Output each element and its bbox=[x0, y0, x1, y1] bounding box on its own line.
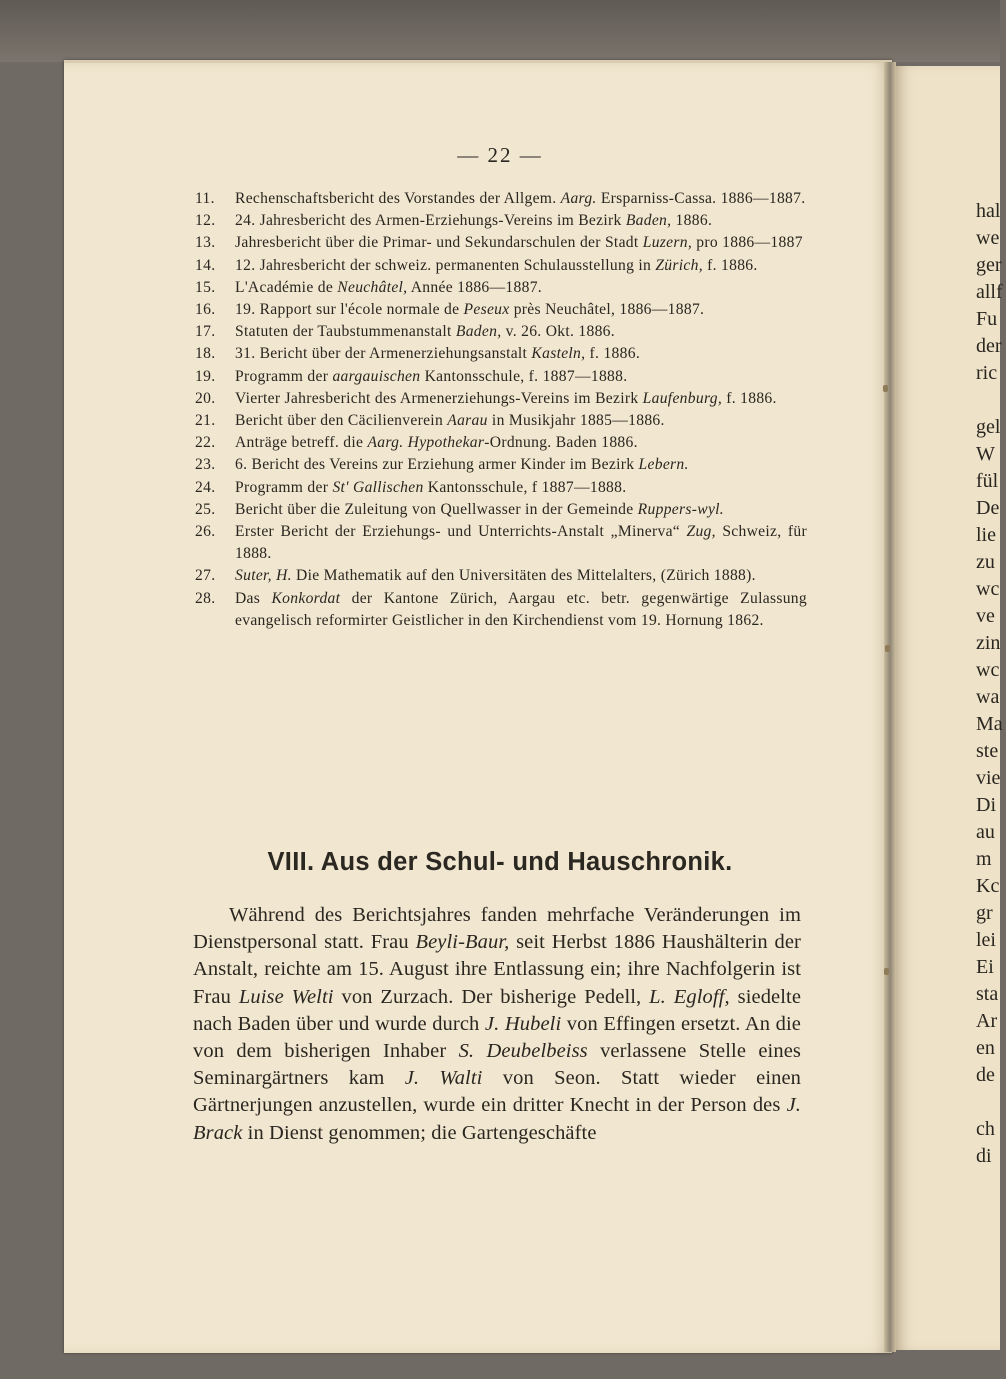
text-run: f. 1886. bbox=[722, 389, 777, 407]
text-run: Bericht über den Cäcilienverein bbox=[235, 412, 448, 430]
list-item bbox=[195, 565, 807, 587]
entry-number: 18. bbox=[195, 345, 216, 363]
italic-text: L. Egloff, bbox=[649, 985, 730, 1008]
italic-text: J. Hubeli bbox=[484, 1012, 562, 1035]
italic-text: Luzern, bbox=[642, 234, 693, 252]
text-run: Während des Berichtsjahres fanden mehrfache Veränderungen im Dienstpersonal statt. Frau bbox=[193, 904, 801, 954]
facing-page-fragment: zu bbox=[976, 551, 995, 573]
text-run: verlassene Stelle eines Seminargärtners kam bbox=[193, 1040, 801, 1090]
facing-page-fragment: en bbox=[976, 1037, 995, 1059]
facing-page-fragment: we bbox=[976, 227, 1000, 249]
italic-text: J. Walti bbox=[404, 1067, 483, 1090]
italic-text: Laufenburg, bbox=[642, 389, 723, 407]
entry-number: 12. bbox=[195, 212, 216, 230]
text-run: Vierter Jahresbericht des Armenerziehungs-Vereins im Bezirk bbox=[235, 389, 643, 407]
italic-text: J. Brack bbox=[193, 1094, 801, 1144]
list-item bbox=[195, 366, 807, 388]
book-gutter bbox=[884, 62, 896, 1352]
text-run: 6. Bericht des Vereins zur Erziehung armer Kinder im Bezirk bbox=[235, 456, 639, 474]
facing-page-fragment: Kc bbox=[976, 875, 1000, 897]
facing-page-fragment: de bbox=[976, 1064, 995, 1086]
list-item bbox=[195, 343, 807, 365]
text-run: 24. Jahresbericht des Armen-Erziehungs-Vereins im Bezirk bbox=[235, 212, 626, 230]
list-item bbox=[195, 521, 807, 565]
text-run: Kantonsschule, f. 1887—1888. bbox=[420, 367, 628, 385]
italic-text: Peseux bbox=[463, 301, 510, 319]
list-item bbox=[195, 410, 807, 432]
facing-page-fragment: lei bbox=[976, 929, 996, 951]
facing-page-fragment bbox=[976, 1089, 1006, 1116]
text-run: Die Mathematik auf den Universitäten des Mittelalters, (Zürich 1888). bbox=[291, 567, 756, 585]
facing-page-fragment: Ma bbox=[976, 713, 1003, 735]
facing-page-fragment: di bbox=[976, 1145, 992, 1167]
facing-page-fragment: Di bbox=[976, 794, 996, 816]
body-paragraph bbox=[193, 902, 801, 1147]
facing-page-fragment: allf bbox=[976, 281, 1003, 303]
text-run: f. 1886. bbox=[702, 256, 758, 274]
facing-page-fragment: zin bbox=[976, 632, 1001, 654]
text-run: 1886. bbox=[671, 212, 713, 230]
italic-text: Suter, H. bbox=[235, 567, 292, 585]
list-item bbox=[195, 454, 807, 476]
entry-number: 14. bbox=[195, 256, 216, 274]
entry-number: 21. bbox=[195, 412, 216, 430]
text-run: Bericht über die Zuleitung von Quellwasser in der Gemeinde bbox=[235, 500, 638, 518]
publication-list bbox=[195, 188, 807, 632]
facing-page-fragment: gr bbox=[976, 902, 993, 924]
text-run: 31. Bericht über der Armenerziehungsanstalt bbox=[235, 345, 532, 363]
italic-text: Konkordat bbox=[271, 589, 341, 607]
text-run: Schweiz, für 1888. bbox=[235, 523, 807, 563]
text-run: Rechenschaftsbericht des Vorstandes der Allgem. bbox=[235, 190, 561, 207]
text-run: von Seon. Statt wieder einen Gärtnerjungen anzustellen, wurde ein dritter Knecht in der Person des bbox=[193, 1067, 802, 1117]
italic-text: Baden, bbox=[455, 323, 502, 341]
text-run: Programm der bbox=[235, 478, 333, 496]
facing-page-fragment: De bbox=[976, 497, 1000, 519]
list-item bbox=[195, 277, 807, 299]
italic-text: S. Deubelbeiss bbox=[458, 1040, 588, 1063]
book-background bbox=[0, 0, 1000, 62]
facing-page-fragment bbox=[976, 387, 1006, 414]
text-run: Erster Bericht der Erziehungs- und Unterrichts-Anstalt „Minerva“ bbox=[235, 523, 687, 541]
facing-page-fragment: hal bbox=[976, 200, 1001, 222]
text-run: Programm der bbox=[235, 367, 333, 385]
list-item bbox=[195, 588, 807, 632]
facing-page-fragment: au bbox=[976, 821, 995, 843]
facing-page-fragment: wc bbox=[976, 578, 1000, 600]
facing-page-fragment: ch bbox=[976, 1118, 995, 1140]
text-run: Das bbox=[235, 589, 272, 607]
list-item bbox=[195, 210, 807, 232]
binding-mark bbox=[885, 645, 890, 652]
entry-number: 20. bbox=[195, 389, 216, 407]
entry-number: 22. bbox=[195, 434, 216, 452]
list-item bbox=[195, 499, 807, 521]
facing-page-fragment: gel bbox=[976, 416, 1001, 438]
text-run: Année 1886—1887. bbox=[407, 278, 542, 296]
page-number: — 22 — bbox=[457, 143, 543, 167]
list-item bbox=[195, 255, 807, 277]
entry-number: 23. bbox=[195, 456, 216, 474]
text-run: v. 26. Okt. 1886. bbox=[501, 323, 615, 341]
entry-number: 13. bbox=[195, 234, 216, 252]
entry-number: 27. bbox=[195, 567, 216, 585]
facing-page-fragment: W bbox=[976, 443, 995, 465]
text-run: pro 1886—1887 bbox=[692, 234, 803, 252]
italic-text: St' Gallischen bbox=[332, 478, 424, 496]
list-item bbox=[195, 432, 807, 454]
entry-number: 15. bbox=[195, 278, 216, 296]
text-run: L'Académie de bbox=[235, 278, 338, 296]
italic-text: Beyli-Baur, bbox=[415, 931, 510, 954]
italic-text: Aarg. bbox=[560, 190, 597, 207]
facing-page-fragment: vie bbox=[976, 767, 1001, 789]
binding-mark bbox=[884, 968, 889, 975]
facing-page-fragment: ric bbox=[976, 362, 998, 384]
entry-number: 16. bbox=[195, 301, 216, 319]
facing-page-fragment: sta bbox=[976, 983, 999, 1005]
entry-number: 24. bbox=[195, 478, 216, 496]
facing-page-fragment: Ar bbox=[976, 1010, 998, 1032]
text-run: 19. Rapport sur l'école normale de bbox=[235, 301, 464, 319]
italic-text: Aarau bbox=[447, 412, 488, 430]
italic-text: aargauischen bbox=[332, 367, 421, 385]
text-run: Ersparniss-Cassa. 1886—1887. bbox=[596, 190, 806, 207]
italic-text: Luise Welti bbox=[238, 985, 334, 1008]
entry-number: 11. bbox=[195, 190, 215, 207]
facing-page-fragment: lie bbox=[976, 524, 996, 546]
list-item bbox=[195, 388, 807, 410]
text-run: -Ordnung. Baden 1886. bbox=[484, 434, 638, 452]
text-run: von Zurzach. Der bisherige Pedell, bbox=[333, 985, 650, 1008]
italic-text: Kasteln, bbox=[531, 345, 586, 363]
facing-page-fragment: fül bbox=[976, 470, 999, 492]
facing-page-text bbox=[976, 198, 1006, 1170]
text-run: von Effingen ersetzt. An die von dem bisherigen Inhaber bbox=[193, 1012, 802, 1063]
entry-number: 26. bbox=[195, 523, 216, 541]
text-run: seit Herbst 1886 Haushälterin der Anstalt, reichte am 15. August ihre Entlassung ein; ihre Nachfolgerin ist Frau bbox=[193, 931, 801, 1008]
list-item bbox=[195, 321, 807, 343]
italic-text: Zug, bbox=[686, 523, 716, 541]
binding-mark bbox=[883, 385, 888, 392]
entry-number: 19. bbox=[195, 367, 216, 385]
text-run: Anträge betreff. die bbox=[235, 434, 368, 452]
text-run: Kantonsschule, f 1887—1888. bbox=[423, 478, 627, 496]
text-run: der Kantone Zürich, Aargau etc. betr. gegenwärtige Zulassung evangelisch reformirter Geistlicher in den Kirchendienst vom 19. Hornung 1862. bbox=[235, 589, 807, 629]
text-run: Jahresbericht über die Primar- und Sekundarschulen der Stadt bbox=[235, 234, 643, 252]
list-item bbox=[195, 477, 807, 499]
entry-number: 28. bbox=[195, 589, 216, 607]
text-run: 12. Jahresbericht der schweiz. permanenten Schulausstellung in bbox=[235, 256, 656, 274]
list-item bbox=[195, 232, 807, 254]
text-run: siedelte nach Baden über und wurde durch bbox=[193, 985, 802, 1035]
facing-page-fragment: wa bbox=[976, 686, 1000, 708]
facing-page-fragment: ger bbox=[976, 254, 1002, 276]
list-item bbox=[195, 299, 807, 321]
facing-page-fragment: Fu bbox=[976, 308, 998, 330]
italic-text: Ruppers-wyl. bbox=[637, 500, 724, 518]
list-item bbox=[195, 188, 807, 210]
italic-text: Aarg. Hypothekar bbox=[367, 434, 485, 452]
facing-page-fragment: m bbox=[976, 848, 992, 870]
entry-number: 17. bbox=[195, 323, 216, 341]
facing-page-fragment: ve bbox=[976, 605, 995, 627]
text-run: Statuten der Taubstummenanstalt bbox=[235, 323, 456, 341]
italic-text: Zürich, bbox=[655, 256, 703, 274]
italic-text: Lebern. bbox=[638, 456, 689, 474]
facing-page-fragment: ste bbox=[976, 740, 999, 762]
text-run: in Musikjahr 1885—1886. bbox=[487, 412, 665, 430]
facing-page-fragment: wc bbox=[976, 659, 1000, 681]
section-heading: VIII. Aus der Schul- und Hauschronik. bbox=[267, 848, 733, 876]
italic-text: Neuchâtel, bbox=[337, 278, 408, 296]
text-run: in Dienst genommen; die Gartengeschäfte bbox=[242, 1121, 597, 1144]
text-run: f. 1886. bbox=[585, 345, 641, 363]
text-run: près Neuchâtel, 1886—1887. bbox=[509, 301, 705, 319]
entry-number: 25. bbox=[195, 500, 216, 518]
italic-text: Baden, bbox=[625, 212, 672, 230]
facing-page-fragment: Ei bbox=[976, 956, 994, 978]
facing-page-fragment: der bbox=[976, 335, 1002, 357]
